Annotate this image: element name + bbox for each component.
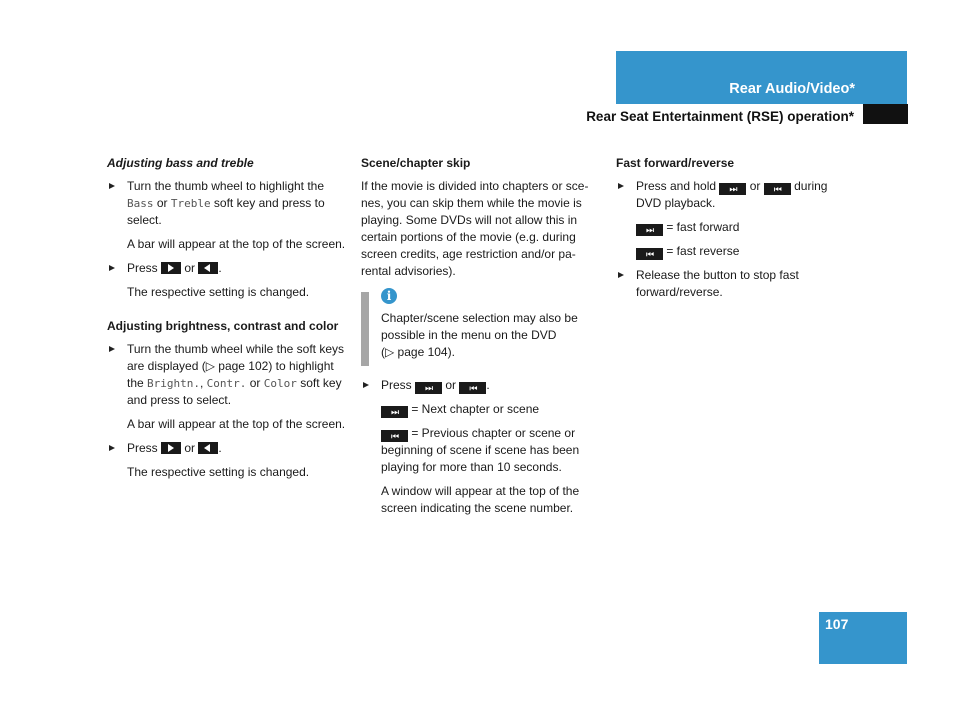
- arrow-left-icon: [198, 262, 218, 274]
- arrow-right-icon: [161, 262, 181, 274]
- arrow-right-icon: [161, 442, 181, 454]
- fast-reverse-desc: ⏮ = fast reverse: [616, 243, 856, 260]
- scene-skip-intro: If the movie is divided into chapters or sce-nes, you can skip them while the movie is playing. Some DVDs will not allow this in certain portions of the movie (e.g. during screen credits, age restriction and/or pa-rental advisories).: [361, 179, 589, 278]
- prev-track-icon: ⏮: [459, 382, 486, 394]
- heading-fast-forward: Fast forward/reverse: [616, 156, 735, 170]
- next-track-icon: ⏭: [719, 183, 746, 195]
- step-press-arrows: Press or .: [107, 260, 347, 277]
- next-track-icon: ⏭: [636, 224, 663, 236]
- note-page-ref: (▷ page 104).: [381, 345, 455, 359]
- heading-bass-treble: Adjusting bass and treble: [107, 156, 254, 170]
- softkey-treble: Treble: [170, 197, 211, 210]
- step-highlight-brightness: Turn the thumb wheel while the soft keys are displayed (▷ page 102) to highlight the Brightn., Contr. or Color soft key and press to select.: [107, 341, 347, 409]
- column-fast-forward: [616, 155, 856, 308]
- softkey-color: Color: [263, 377, 297, 390]
- next-track-icon: ⏭: [415, 382, 442, 394]
- step-release-button: Release the button to stop fast forward/reverse.: [616, 267, 856, 301]
- bar-appears-text-2: A bar will appear at the top of the screen.: [127, 417, 346, 431]
- arrow-left-icon: [198, 442, 218, 454]
- prev-track-icon: ⏮: [764, 183, 791, 195]
- info-note: [361, 288, 601, 361]
- page-number: 107: [825, 616, 849, 632]
- softkey-bass: Bass: [127, 197, 154, 210]
- setting-changed-text-2: The respective setting is changed.: [127, 465, 310, 479]
- fast-forward-desc: ⏭ = fast forward: [616, 219, 856, 236]
- step-press-skip: Press ⏭ or ⏮ .: [361, 377, 601, 394]
- prev-track-icon: ⏮: [381, 430, 408, 442]
- section-title: Rear Audio/Video*: [729, 81, 855, 97]
- window-desc: A window will appear at the top of the screen indicating the scene number.: [381, 484, 580, 515]
- header-marker: [863, 104, 908, 124]
- step-highlight-bass-treble: Turn the thumb wheel to highlight the Bass or Treble soft key and press to select.: [107, 178, 347, 229]
- next-track-icon: ⏭: [381, 406, 408, 418]
- softkey-brightness: Brightn.: [147, 377, 200, 390]
- softkey-contrast: Contr.: [206, 377, 247, 390]
- column-scene-skip: [361, 155, 601, 524]
- info-icon: i: [381, 288, 397, 304]
- heading-brightness: Adjusting brightness, contrast and color: [107, 319, 339, 333]
- note-bar: [361, 292, 369, 366]
- subsection-title: Rear Seat Entertainment (RSE) operation*: [586, 109, 854, 124]
- bar-appears-text: A bar will appear at the top of the screen.: [127, 237, 346, 251]
- step-press-hold: Press and hold ⏭ or ⏮ during DVD playback.: [616, 178, 856, 212]
- prev-track-icon: ⏮: [636, 248, 663, 260]
- step-press-arrows-2: Press or .: [107, 440, 347, 457]
- heading-scene-skip: Scene/chapter skip: [361, 156, 471, 170]
- column-bass-brightness: [107, 155, 347, 488]
- setting-changed-text: The respective setting is changed.: [127, 285, 310, 299]
- note-text: Chapter/scene selection may also be possible in the menu on the DVD: [381, 311, 578, 342]
- page-number-box: [819, 612, 907, 664]
- next-chapter-desc: ⏭ = Next chapter or scene: [361, 401, 601, 418]
- header-banner: [616, 51, 907, 104]
- prev-chapter-desc: ⏮ = Previous chapter or scene or beginning of scene if scene has been playing for more than 10 seconds.: [381, 426, 580, 474]
